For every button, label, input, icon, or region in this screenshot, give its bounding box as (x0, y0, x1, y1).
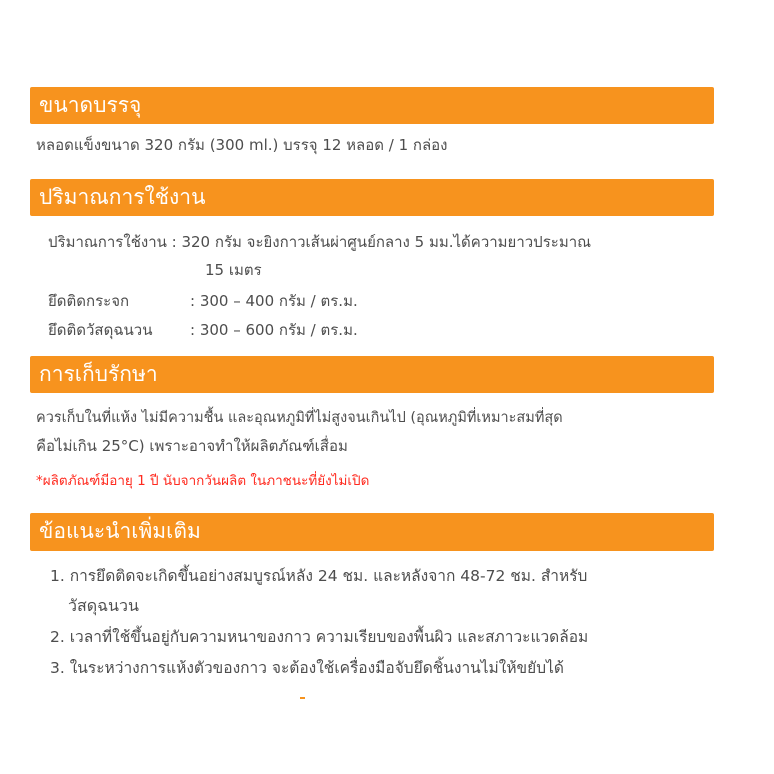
section-title-packaging: ขนาดบรรจุ (39, 93, 142, 117)
section-header-storage (30, 356, 714, 393)
section-title-usage: ปริมาณการใช้งาน (39, 185, 206, 209)
packaging-text: หลอดแข็งขนาด 320 กรัม (300 ml.) บรรจุ 12 หลอด / 1 กล่อง (36, 136, 448, 154)
tips-item-1-line-1: 1. การยึดติดจะเกิดขึ้นอย่างสมบูรณ์หลัง 24 ชม. และหลังจาก 48-72 ชม. สำหรับ (50, 567, 588, 585)
storage-warning: *ผลิตภัณฑ์มีอายุ 1 ปี นับจากวันผลิต ในภาชนะที่ยังไม่เปิด (36, 473, 370, 489)
tips-item-3: 3. ในระหว่างการแห้งตัวของกาว จะต้องใช้เครื่องมือจับยึดชิ้นงานไม่ให้ขยับได้ (50, 659, 564, 677)
usage-glass-label: ยึดติดกระจก (48, 292, 130, 310)
usage-roll-label: ยึดติดวัสดุฉนวน (48, 321, 153, 339)
usage-line-1: ปริมาณการใช้งาน : 320 กรัม จะยิงกาวเส้นผ่าศูนย์กลาง 5 มม.ได้ความยาวประมาณ (48, 233, 592, 251)
storage-line-1: ควรเก็บในที่แห้ง ไม่มีความชื้น และอุณหภูมิที่ไม่สูงจนเกินไป (อุณหภูมิที่เหมาะสมที่สุด (36, 410, 563, 426)
section-header-packaging (30, 87, 714, 124)
section-title-tips: ข้อแนะนำเพิ่มเติม (39, 519, 201, 543)
section-header-usage (30, 179, 714, 216)
decorative-dash (300, 697, 305, 699)
tips-item-1-line-2: วัสดุฉนวน (68, 596, 139, 615)
section-header-tips (30, 513, 714, 551)
storage-line-2: คือไม่เกิน 25°C) เพราะอาจทำให้ผลิตภัณฑ์เสื่อม (36, 437, 348, 455)
usage-line-2: 15 เมตร (205, 261, 262, 279)
section-title-storage: การเก็บรักษา (39, 362, 158, 386)
tips-item-2: 2. เวลาที่ใช้ขึ้นอยู่กับความหนาของกาว ความเรียบของพื้นผิว และสภาวะแวดล้อม (50, 628, 589, 646)
usage-roll-value: : 300 – 600 กรัม / ตร.ม. (190, 321, 358, 339)
usage-glass-value: : 300 – 400 กรัม / ตร.ม. (190, 292, 358, 310)
